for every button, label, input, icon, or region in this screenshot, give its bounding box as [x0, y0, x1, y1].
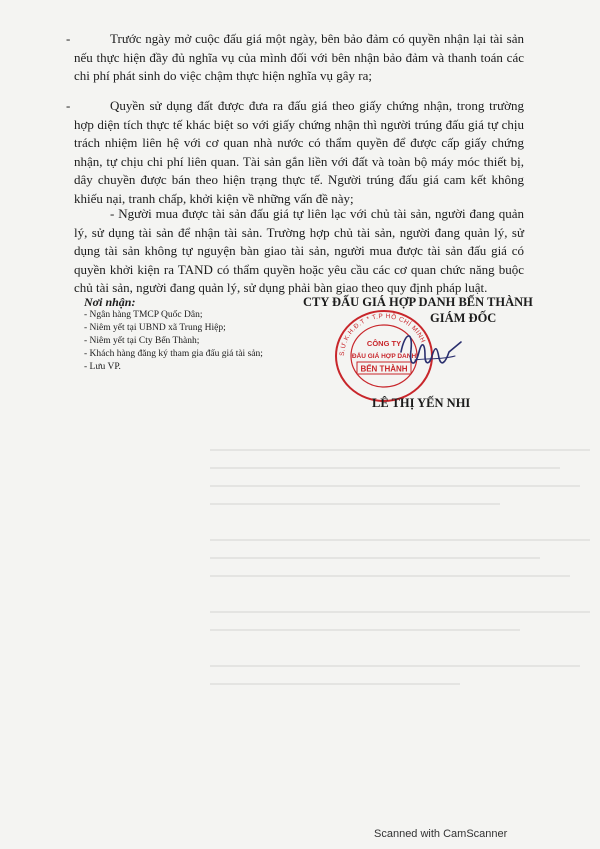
- bullet-dash: -: [66, 98, 71, 113]
- stamp-line-benthanh: BẾN THÀNH: [360, 364, 408, 374]
- recipient-item: - Niêm yết tại Cty Bến Thành;: [84, 335, 314, 348]
- paragraph-asset-return: [66, 30, 524, 86]
- paragraph-text: Quyền sử dụng đất được đưa ra đấu giá theo giấy chứng nhận, trong trường hợp diện tích thực tế khác biệt so với giấy chứng nhận thì người trúng đấu giá tự chịu trách nhiệm liên hệ với cơ quan nhà nước có thẩm quyền để được cấp giấy chứng nhận, tự chịu chi phí liên quan. Tài sản gắn liền với đất và toàn bộ máy móc thiết bị, dây chuyền được bán theo hiện trạng thực tế. Người trúng đấu giá cam kết không khiếu nại, tranh chấp, khởi kiện về những vấn đề này;: [74, 98, 524, 206]
- stamp-line-company: CÔNG TY: [366, 339, 402, 348]
- paragraph-buyer-contact: [74, 205, 524, 298]
- paragraph-text: Trước ngày mở cuộc đấu giá một ngày, bên bảo đảm có quyền nhận lại tài sản nếu thực hiện đầy đủ nghĩa vụ của mình đối với bên nhận bảo đảm và thanh toán các chi phí phát sinh do việc chậm thực hiện nghĩa vụ gây ra;: [74, 31, 524, 84]
- paragraph-text: - Người mua được tài sản đấu giá tự liên lạc với chủ tài sản, người đang quản lý, sử dụng tài sản để nhận tài sản. Trường hợp chủ tài sản, người đang quản lý, sử dụng tài sản không tự nguyện bàn giao tài sản, người mua được tài sản đấu giá có quyền khởi kiện ra TAND có thẩm quyền hoặc yêu cầu các cơ quan chức năng buộc chủ tài sản, người đang quản lý, sử dụng phải bàn giao theo quy định pháp luật.: [74, 206, 524, 296]
- signer-name: LÊ THỊ YẾN NHI: [372, 396, 471, 410]
- company-name: CTY ĐẤU GIÁ HỢP DANH BẾN THÀNH: [303, 295, 533, 309]
- show-through-text-ghost: [200, 430, 600, 730]
- recipient-item: - Khách hàng đăng ký tham gia đấu giá tài sản;: [84, 348, 314, 361]
- paragraph-land-use-rights: [66, 97, 524, 209]
- handwritten-signature: [395, 322, 465, 382]
- recipient-item: - Ngân hàng TMCP Quốc Dân;: [84, 309, 314, 322]
- recipients-title: Nơi nhận:: [84, 295, 136, 309]
- recipients-list: [84, 309, 314, 374]
- scanner-watermark: Scanned with CamScanner: [374, 828, 508, 840]
- recipient-item: - Niêm yết tại UBND xã Trung Hiệp;: [84, 322, 314, 335]
- stamp-ring-text: S.Ư.K.H.Đ.T * T.P HỒ CHÍ MINH: [338, 312, 427, 357]
- stamp-line-auction: ĐẤU GIÁ HỢP DANH: [351, 353, 417, 360]
- recipient-item: - Lưu VP.: [84, 361, 314, 374]
- signer-title: GIÁM ĐỐC: [430, 311, 497, 325]
- bullet-dash: -: [66, 31, 71, 46]
